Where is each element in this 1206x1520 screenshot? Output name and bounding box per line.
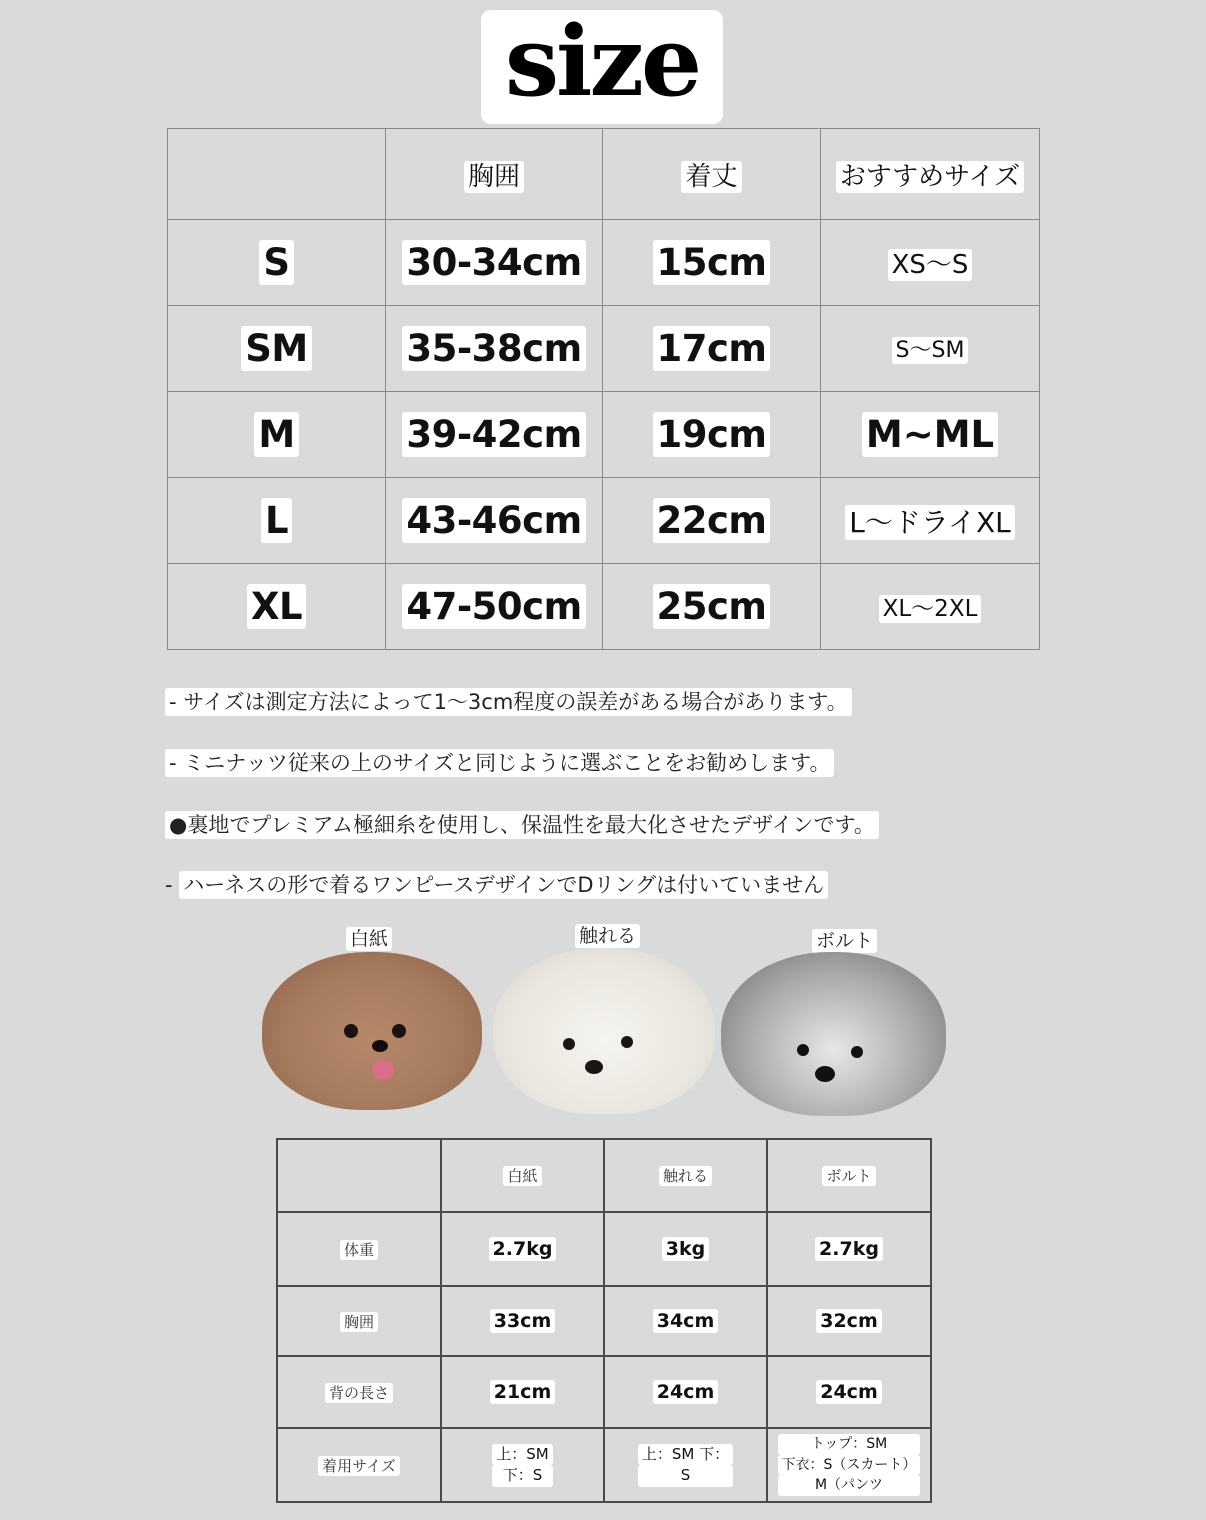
recommended-cell [821, 392, 1040, 478]
length-value: 19cm [653, 412, 771, 457]
recommended-cell [821, 306, 1040, 392]
table-row [277, 1212, 931, 1286]
value-cell [604, 1356, 767, 1428]
chest-value: 30-34cm [402, 240, 585, 285]
header-cell [603, 129, 821, 220]
header-cell-empty [277, 1139, 441, 1212]
note-text: - ミニナッツ従来の上のサイズと同じように選ぶことをお勧めします。 [165, 749, 834, 777]
table-row [168, 220, 1040, 306]
size-label: S [259, 240, 293, 285]
dog-name-label: ボルト [812, 926, 877, 953]
length-value: 17cm [653, 326, 771, 371]
size-label: SM [241, 326, 311, 371]
value-cell [767, 1356, 931, 1428]
size-label: L [261, 498, 292, 543]
header-chest: 胸囲 [464, 161, 524, 193]
chest-value: 33cm [490, 1309, 556, 1333]
size-cell [168, 220, 386, 306]
dog-table-header-row [277, 1139, 931, 1212]
recommended-cell [821, 564, 1040, 650]
chest-cell [386, 306, 603, 392]
header-cell [604, 1139, 767, 1212]
dog-photo-grey [721, 952, 946, 1116]
header-cell [386, 129, 603, 220]
note-measurement [165, 686, 852, 716]
dog-photo-brown [262, 952, 482, 1110]
header-dog-name: ボルト [822, 1166, 875, 1186]
chest-value: 35-38cm [402, 326, 585, 371]
value-cell [441, 1212, 604, 1286]
size-cell [168, 564, 386, 650]
weight-value: 2.7kg [815, 1237, 883, 1261]
row-label-cell [277, 1212, 441, 1286]
dog-name-label: 触れる [575, 921, 640, 948]
length-cell [603, 306, 821, 392]
length-cell [603, 392, 821, 478]
header-recommended: おすすめサイズ [836, 161, 1024, 193]
table-row [277, 1356, 931, 1428]
length-value: 22cm [653, 498, 771, 543]
row-label-cell [277, 1356, 441, 1428]
size-label: XL [247, 584, 306, 629]
header-cell-empty [168, 129, 386, 220]
back-length-value: 21cm [490, 1380, 556, 1404]
wear-size-value: 上：SM 下：S [492, 1444, 552, 1487]
back-length-value: 24cm [816, 1380, 882, 1404]
header-dog-name: 白紙 [503, 1166, 541, 1186]
chest-value: 47-50cm [402, 584, 585, 629]
table-row [277, 1428, 931, 1502]
table-row [168, 392, 1040, 478]
page-title: size [504, 5, 700, 118]
recommended-value: XL〜2XL [879, 595, 982, 623]
chest-value: 32cm [816, 1309, 882, 1333]
row-label-cell [277, 1428, 441, 1502]
length-cell [603, 478, 821, 564]
chest-cell [386, 392, 603, 478]
table-row [277, 1286, 931, 1356]
note-text: ハーネスの形で着るワンピースデザインでDリングは付いていません [179, 871, 828, 899]
row-label: 背の長さ [325, 1383, 393, 1403]
recommended-value: XS〜S [888, 249, 973, 281]
recommended-value: M~ML [862, 412, 998, 457]
table-row [168, 478, 1040, 564]
chest-cell [386, 564, 603, 650]
chest-cell [386, 220, 603, 306]
dog-name-label: 白紙 [346, 924, 392, 951]
size-cell [168, 392, 386, 478]
chest-value: 34cm [653, 1309, 719, 1333]
table-row [168, 306, 1040, 392]
length-cell [603, 220, 821, 306]
length-value: 15cm [653, 240, 771, 285]
value-cell [604, 1212, 767, 1286]
recommended-value: L〜ドライXL [845, 505, 1015, 540]
note-lining [165, 809, 879, 839]
size-table-header-row [168, 129, 1040, 220]
chest-value: 43-46cm [402, 498, 585, 543]
header-cell [441, 1139, 604, 1212]
header-length: 着丈 [681, 161, 741, 193]
chest-value: 39-42cm [402, 412, 585, 457]
value-cell [604, 1286, 767, 1356]
row-label: 体重 [340, 1240, 378, 1260]
wear-size-cell [604, 1428, 767, 1502]
recommended-cell [821, 220, 1040, 306]
value-cell [441, 1356, 604, 1428]
length-cell [603, 564, 821, 650]
dog-photo-white [493, 948, 715, 1114]
note-harness [165, 869, 828, 899]
table-row [168, 564, 1040, 650]
back-length-value: 24cm [653, 1380, 719, 1404]
chest-cell [386, 478, 603, 564]
weight-value: 3kg [662, 1237, 709, 1261]
dog-measurement-table [276, 1138, 932, 1503]
note-text: ●裏地でプレミアム極細糸を使用し、保温性を最大化させたデザインです。 [165, 811, 879, 839]
length-value: 25cm [653, 584, 771, 629]
header-dog-name: 触れる [659, 1166, 712, 1186]
value-cell [767, 1212, 931, 1286]
note-text: - サイズは測定方法によって1〜3cm程度の誤差がある場合があります。 [165, 688, 852, 716]
note-recommendation [165, 747, 834, 777]
wear-size-cell [767, 1428, 931, 1502]
size-cell [168, 306, 386, 392]
recommended-cell [821, 478, 1040, 564]
row-label-cell [277, 1286, 441, 1356]
row-label: 胸囲 [340, 1312, 378, 1332]
row-label: 着用サイズ [318, 1456, 400, 1476]
size-cell [168, 478, 386, 564]
recommended-value: S〜SM [892, 337, 969, 364]
note-prefix: - [165, 873, 180, 897]
size-label: M [254, 412, 298, 457]
header-cell [821, 129, 1040, 220]
wear-size-cell [441, 1428, 604, 1502]
header-cell [767, 1139, 931, 1212]
size-table [167, 128, 1040, 650]
value-cell [767, 1286, 931, 1356]
value-cell [441, 1286, 604, 1356]
weight-value: 2.7kg [489, 1237, 557, 1261]
wear-size-value: トップ：SM 下衣：S（スカート） M（パンツ [778, 1434, 921, 1497]
wear-size-value: 上：SM 下： S [638, 1444, 733, 1487]
title-box [481, 5, 723, 124]
